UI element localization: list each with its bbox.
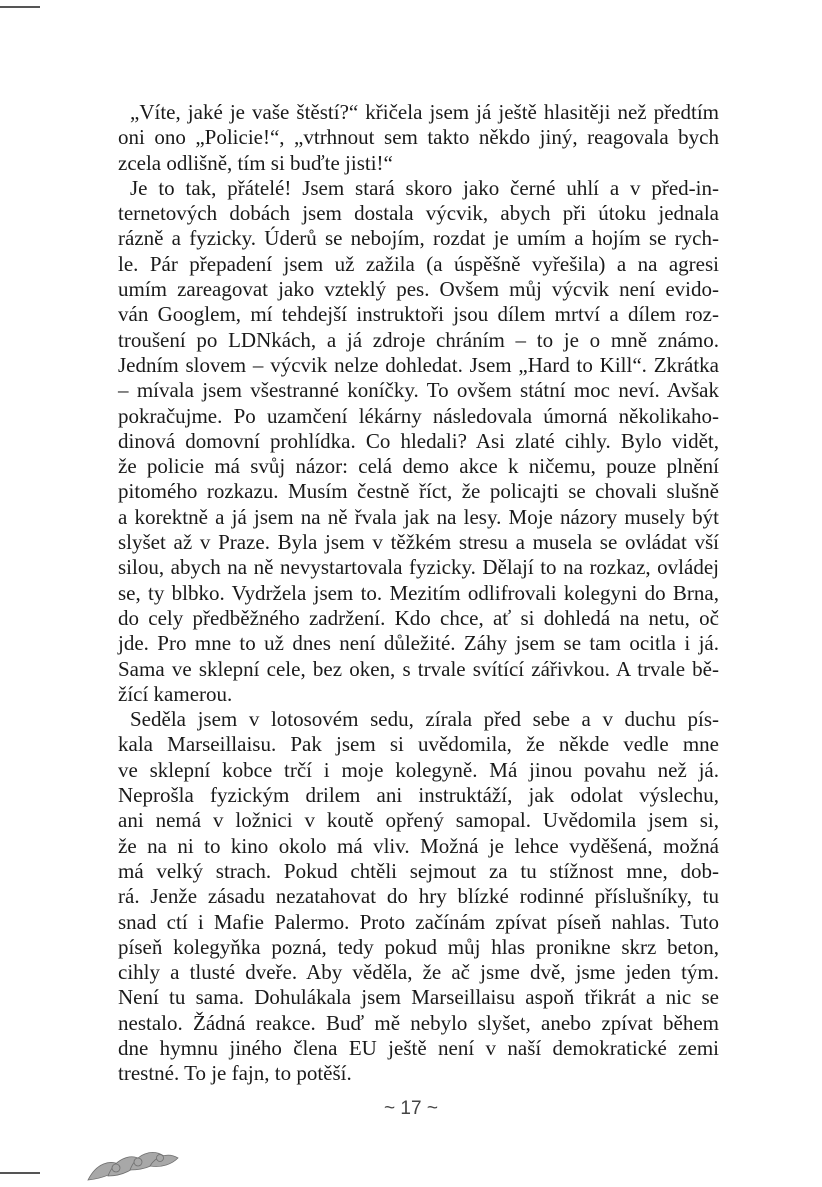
text-line: pokračujme. Po uzamčení lékárny následovala úmorná několikaho- [118, 403, 719, 428]
text-line: oni ono „Policie!“, „vtrhnout sem takto někdo jiný, reagovala bych [118, 125, 719, 150]
text-line: „Víte, jaké je vaše štěstí?“ křičela jsem já ještě hlasitěji než předtím [130, 100, 719, 124]
text-line: silou, abych na ně nevystartovala fyzicky. Dělají to na rozkaz, ovládej [118, 555, 719, 580]
text-line: slyšet až v Praze. Byla jsem v těžkém stresu a musela se ovládat vší [118, 530, 719, 555]
text-line: troušení po LDNkách, a já zdroje chráním – to je o mně známo. [118, 327, 719, 352]
text-line: že na ni to kino okolo má vliv. Možná je lehce vyděšená, možná [118, 833, 719, 858]
text-line: umím zareagovat jako vzteklý pes. Ovšem můj výcvik není evido- [118, 277, 719, 302]
text-line: žící kamerou. [118, 681, 233, 706]
body-text [118, 100, 719, 1087]
text-line: rázně a fyzicky. Úderů se nebojím, rozdat je umím a hojím se rych- [118, 226, 719, 251]
text-line: trestné. To je fajn, to potěší. [118, 1061, 352, 1086]
paragraph [118, 707, 719, 1086]
text-line: – mívala jsem všestranné koníčky. To ovšem státní moc neví. Avšak [118, 378, 719, 403]
text-line: do cely předběžného zadržení. Kdo chce, ať si dohledá na netu, oč [118, 605, 719, 630]
text-line: jde. Pro mne to už dnes není důležité. Záhy jsem se tam ocitla i já. [118, 631, 719, 656]
text-line: ve sklepní kobce trčí i moje kolegyně. Má jinou povahu než já. [118, 757, 719, 782]
text-line: Sama ve sklepní cele, bez oken, s trvale svítící zářivkou. A trvale bě- [118, 656, 719, 681]
crop-mark-top [0, 6, 40, 8]
text-line: le. Pár přepadení jsem už zažila (a úspěšně vyřešila) a na agresi [118, 251, 719, 276]
text-line: Seděla jsem v lotosovém sedu, zírala před sebe a v duchu pís- [130, 707, 719, 732]
text-line: že policie má svůj názor: celá demo akce k ničemu, pouze plnění [118, 454, 719, 479]
text-line: se, ty blbko. Vydržela jsem to. Mezitím odlifrovali kolegyni do Brna, [118, 580, 719, 605]
text-line: snad ctí i Mafie Palermo. Proto začínám zpívat píseň nahlas. Tuto [118, 909, 719, 934]
paragraph [118, 176, 719, 707]
text-line: kala Marseillaisu. Pak jsem si uvědomila, že někde vedle mne [118, 732, 719, 757]
text-line: má velký strach. Pokud chtěli sejmout za tu stížnost mne, dob- [118, 858, 719, 883]
text-line: cihly a tlusté dveře. Aby věděla, že ač jsme dvě, jsme jeden tým. [118, 960, 719, 985]
text-line: dne hymnu jiného člena EU ještě není v naší demokratické zemi [118, 1035, 719, 1060]
text-line: rá. Jenže zásadu nezatahovat do hry blízké rodinné příslušníky, tu [118, 884, 719, 909]
page-number: ~ 17 ~ [384, 1098, 438, 1119]
text-line: ternetových dobách jsem dostala výcvik, abych při útoku jednala [118, 201, 719, 226]
text-line: Není tu sama. Dohulákala jsem Marseillaisu aspoň třikrát a nic se [118, 985, 719, 1010]
text-line: pitomého rozkazu. Musím čestně říct, že policajti se chovali slušně [118, 479, 719, 504]
paragraph [118, 100, 719, 176]
text-line: Jedním slovem – výcvik nelze dohledat. Jsem „Hard to Kill“. Zkrátka [118, 352, 719, 377]
text-line: a korektně a já jsem na ně řvala jak na lesy. Moje názory musely být [118, 504, 719, 529]
text-line: píseň kolegyňka pozná, tedy pokud můj hlas pronikne skrz beton, [118, 934, 719, 959]
text-line: ani nemá v ložnici v koutě opřený samopal. Uvědomila jsem si, [118, 808, 719, 833]
text-line: dinová domovní prohlídka. Co hledali? Asi zlaté cihly. Bylo vidět, [118, 428, 719, 453]
text-line: ván Googlem, mí tehdejší instruktoři jsou dílem mrtví a dílem roz- [118, 302, 719, 327]
text-line: Neprošla fyzickým drilem ani instruktáží, jak odolat výslechu, [118, 783, 719, 808]
text-line: nestalo. Žádná reakce. Buď mě nebylo slyšet, anebo zpívat během [118, 1010, 719, 1035]
crop-mark-bottom [0, 1172, 40, 1174]
text-line: zcela odlišně, tím si buďte jisti!“ [118, 150, 393, 175]
text-line: Je to tak, přátelé! Jsem stará skoro jako černé uhlí a v před-in- [130, 175, 719, 200]
